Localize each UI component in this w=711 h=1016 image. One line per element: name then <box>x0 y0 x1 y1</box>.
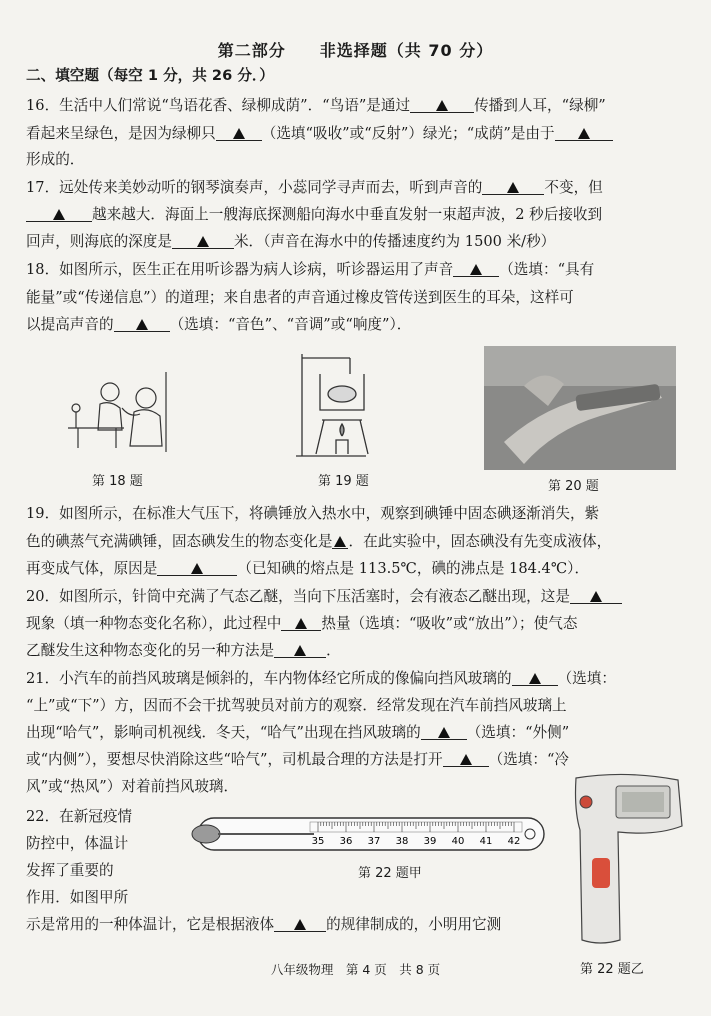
q22-line1: 22．在新冠疫情 <box>26 808 133 825</box>
scale-label: 38 <box>395 836 409 847</box>
q18-line3: 以提高声音的 （选填：“音色”、“音调”或“响度”）． <box>26 316 412 333</box>
scale-label: 36 <box>339 836 353 847</box>
answer-blank[interactable] <box>274 915 326 932</box>
q19-line3: 再变成气体，原因是 （已知碘的熔点是 113.5℃，碘的沸点是 184.4℃）． <box>26 560 590 577</box>
answer-blank[interactable] <box>453 260 499 277</box>
scale-label: 42 <box>507 836 521 847</box>
blank-marker-icon <box>529 673 541 684</box>
q20-line1: 20．如图所示，针筒中充满了气态乙醚，当向下压活塞时，会有液态乙醚出现，这是 <box>26 587 622 607</box>
blank-marker-icon <box>460 754 472 765</box>
answer-blank[interactable] <box>216 124 262 141</box>
q17-line3: 回声，则海底的深度是 米．（声音在海水中的传播速度约为 1500 米/秒） <box>26 233 556 250</box>
blank-marker-icon <box>470 264 482 275</box>
scale-label: 37 <box>367 836 381 847</box>
q18-line2: 能量”或“传递信息”）的道理；来自患者的声音通过橡皮管传送到医生的耳朵，这样可 <box>26 289 574 306</box>
answer-blank[interactable] <box>172 232 234 249</box>
q21-line1: 21．小汽车的前挡风玻璃是倾斜的，车内物体经它所成的像偏向挡风玻璃的 （选填： <box>26 670 616 687</box>
caption-fig22b: 第 22 题乙 <box>580 962 644 977</box>
blank-marker-icon <box>578 128 590 139</box>
caption-fig20: 第 20 题 <box>548 479 599 494</box>
q17-line1: 17．远处传来美妙动听的钢琴演奏声，小蕊同学寻声而去，听到声音的 不变，但 <box>26 179 603 196</box>
figure-22b-infrared-thermometer <box>566 770 692 948</box>
answer-blank[interactable] <box>332 532 348 549</box>
answer-blank[interactable] <box>157 559 237 576</box>
q16-line3: 形成的． <box>26 151 85 168</box>
scale-label: 40 <box>451 836 465 847</box>
section-heading: 二、填空题（每空 1 分，共 26 分．） <box>26 67 274 84</box>
blank-marker-icon <box>53 209 65 220</box>
figure-19-iodine-hammer <box>294 350 374 462</box>
scale-label: 39 <box>423 836 437 847</box>
blank-marker-icon <box>233 128 245 139</box>
caption-fig22a: 第 22 题甲 <box>358 866 422 881</box>
scale-label: 41 <box>479 836 493 847</box>
scale-label: 35 <box>311 836 325 847</box>
blank-marker-icon <box>334 536 346 547</box>
q16-line1: 16．生活中人们常说“鸟语花香、绿柳成荫”．“鸟语”是通过 传播到人耳，“绿柳” <box>26 97 606 114</box>
q22-line3: 发挥了重要的 <box>26 862 114 879</box>
answer-blank[interactable] <box>443 750 489 767</box>
q17-line2: 越来越大．海面上一艘海底探测船向海水中垂直发射一束超声波，2 秒后接收到 <box>26 205 602 225</box>
q21-line5: 风”或“热风”）对着前挡风玻璃． <box>26 778 239 795</box>
blank-marker-icon <box>136 319 148 330</box>
answer-blank[interactable] <box>26 205 92 222</box>
q22-line4: 作用．如图甲所 <box>26 889 129 906</box>
q16-line2: 看起来呈绿色，是因为绿柳只 （选填“吸收”或“反射”）绿光；“成荫”是由于 <box>26 124 613 144</box>
figure-20-syringe-photo <box>484 346 676 470</box>
answer-blank[interactable] <box>274 641 326 658</box>
answer-blank[interactable] <box>281 614 321 631</box>
q21-line2: “上”或“下”）方，因而不会干扰驾驶员对前方的观察．经常发现在汽车前挡风玻璃上 <box>26 697 567 714</box>
blank-marker-icon <box>197 236 209 247</box>
answer-blank[interactable] <box>482 178 544 195</box>
answer-blank[interactable] <box>570 587 622 604</box>
caption-fig19: 第 19 题 <box>318 474 369 489</box>
q19-line2: 色的碘蒸气充满碘锤，固态碘发生的物态变化是 ．在此实验中，固态碘没有先变成液体， <box>26 533 612 550</box>
q20-line3: 乙醚发生这种物态变化的另一种方法是 ． <box>26 642 341 659</box>
blank-marker-icon <box>436 100 448 111</box>
blank-marker-icon <box>438 727 450 738</box>
q21-line3: 出现“哈气”，影响司机视线．冬天，“哈气”出现在挡风玻璃的 （选填：“外侧” <box>26 724 570 741</box>
q19-line1: 19．如图所示，在标准大气压下，将碘锤放入热水中，观察到碘锤中固态碘逐渐消失，紫 <box>26 505 600 522</box>
answer-blank[interactable] <box>555 124 613 141</box>
blank-marker-icon <box>590 591 602 602</box>
q22-line5: 示是常用的一种体温计，它是根据液体 的规律制成的，小明用它测 <box>26 916 502 933</box>
blank-marker-icon <box>507 182 519 193</box>
answer-blank[interactable] <box>114 315 170 332</box>
answer-blank[interactable] <box>410 96 474 113</box>
q22-line2: 防控中，体温计 <box>26 835 129 852</box>
blank-marker-icon <box>294 919 306 930</box>
blank-marker-icon <box>295 618 307 629</box>
blank-marker-icon <box>191 563 203 574</box>
part-title: 第二部分 非选择题（共 70 分） <box>217 41 494 60</box>
blank-marker-icon <box>294 645 306 656</box>
answer-blank[interactable] <box>512 669 558 686</box>
q21-line4: 或“内侧”），要想尽快消除这些“哈气”，司机最合理的方法是打开 （选填：“冷 <box>26 751 570 768</box>
q20-line2: 现象（填一种物态变化名称），此过程中 热量（选填：“吸收”或“放出”）；使气态 <box>26 615 578 632</box>
answer-blank[interactable] <box>421 723 467 740</box>
caption-fig18: 第 18 题 <box>92 474 143 489</box>
q18-line1: 18．如图所示，医生正在用听诊器为病人诊病，听诊器运用了声音 （选填：“具有 <box>26 261 595 278</box>
figure-18-stethoscope <box>64 368 180 456</box>
figure-22a-clinical-thermometer <box>184 812 550 856</box>
page-footer: 八年级物理 第 4 页 共 8 页 <box>270 962 441 977</box>
